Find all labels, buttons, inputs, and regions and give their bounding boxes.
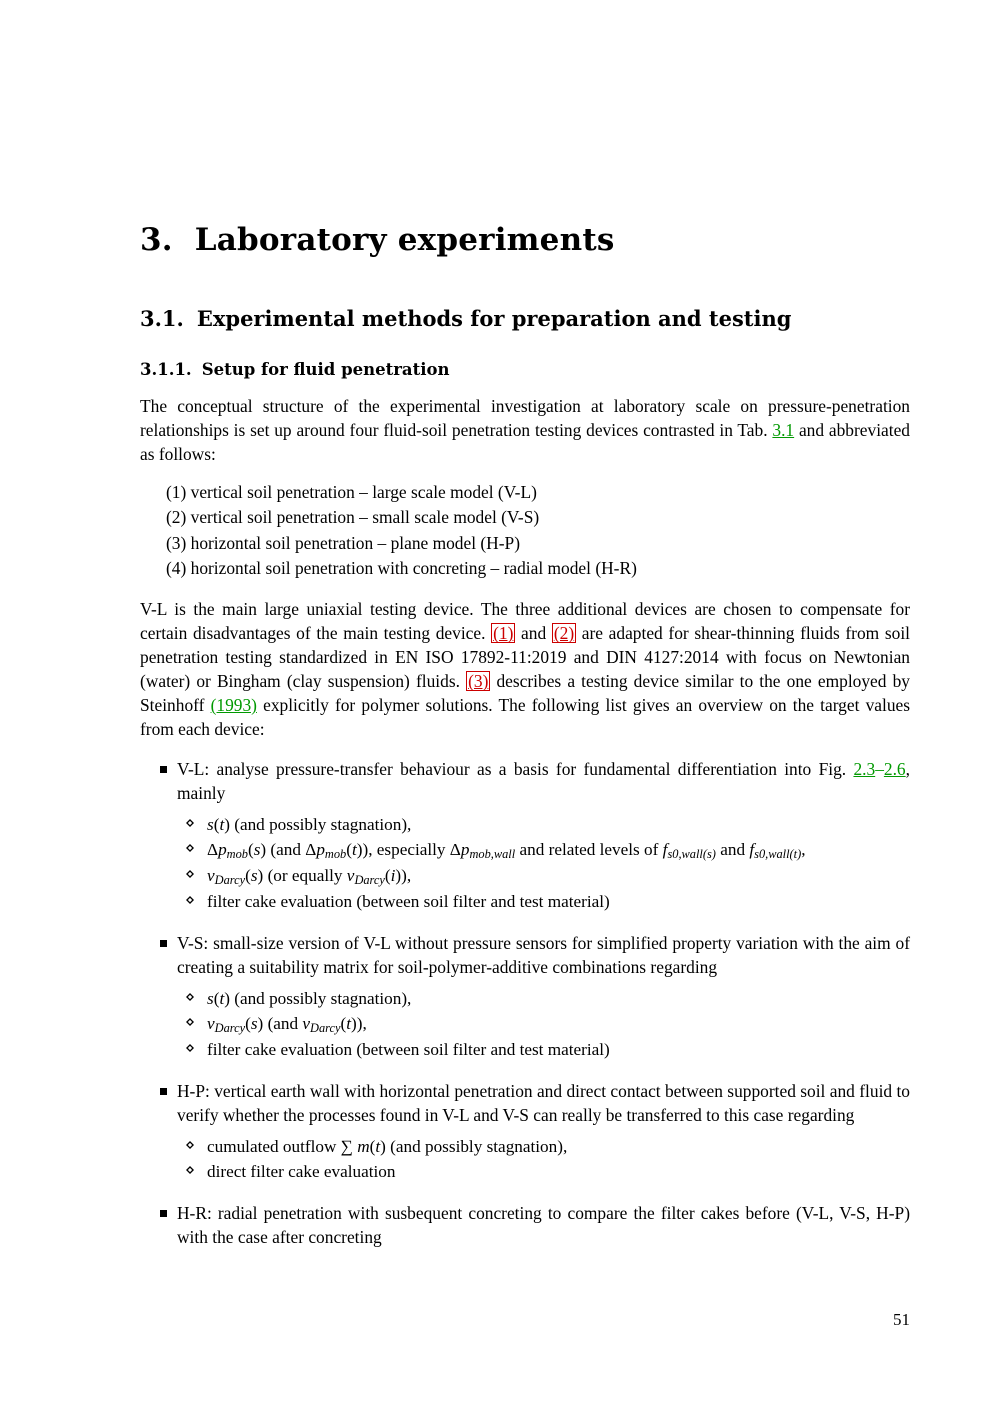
- vs-text: V-S: small-size version of V-L without pressure sensors for simplified property variation with the aim of creating a suitability matrix for soil-polymer-additive combinations regarding: [177, 933, 910, 978]
- sub-list-item: ⋄ direct filter cake evaluation: [177, 1160, 910, 1185]
- subsection-heading: [140, 360, 910, 381]
- list-item: (4) horizontal soil penetration with concreting – radial model (H-R): [166, 557, 637, 578]
- overview-text-1: V-L is the main large uniaxial testing device. The three additional devices are chosen to compensate for certain disadvantages of the main testing device.: [140, 599, 910, 644]
- subsection-number: 3.1.1.: [140, 360, 192, 380]
- overview-text-3: are adapted for shear-thinning fluids from soil penetration testing standardized in EN ISO 17892-11:2019 and DIN 4127:2014 with focus on Newtonian (water) or Bingham (clay suspension) fluids.: [140, 623, 910, 692]
- figure-reference-separator: –: [875, 759, 884, 780]
- vl-sub-list: [177, 813, 910, 915]
- overview-paragraph: [140, 597, 910, 741]
- list-item: (3) horizontal soil penetration – plane model (H-P): [166, 532, 520, 553]
- page-number: 51: [893, 1310, 910, 1329]
- vl-text-before: V-L: analyse pressure-transfer behaviour as a basis for fundamental differentiation into Fig.: [177, 759, 854, 780]
- device-reference-2-link[interactable]: (2): [553, 623, 575, 644]
- intro-text-part1: The conceptual structure of the experimental investigation at laboratory scale on pressure-penetration relationships is set up around four fluid-soil penetration testing devices contrasted in Tab.: [140, 396, 910, 441]
- list-item: (2) vertical soil penetration – small scale model (V-S): [166, 507, 540, 528]
- chapter-title-text: Laboratory experiments: [194, 222, 615, 258]
- vl-text-after: , mainly: [177, 759, 910, 804]
- section-heading: [140, 306, 910, 332]
- hr-text: H-R: radial penetration with susbequent concreting to compare the filter cakes before (V-L, V-S, H-P) with the case after concreting: [177, 1203, 910, 1248]
- section-title-text: Experimental methods for preparation and testing: [196, 306, 792, 332]
- intro-text-part2: and abbreviated as follows:: [140, 420, 910, 465]
- subsection-title-text: Setup for fluid penetration: [201, 360, 450, 380]
- hp-sub-list: [177, 1135, 910, 1185]
- vs-sub-list: [177, 987, 910, 1063]
- citation-link[interactable]: (1993): [210, 695, 257, 716]
- overview-text-5: explicitly for polymer solutions. The following list gives an overview on the target values from each device:: [140, 695, 911, 740]
- sub-list-item: ⋄ vDarcy(s) (and vDarcy(t)),: [177, 1012, 910, 1038]
- hp-text: H-P: vertical earth wall with horizontal penetration and direct contact between supported soil and fluid to verify whether the processes found in V-L and V-S can really be transferred to this case regarding: [177, 1081, 910, 1126]
- intro-paragraph: [140, 394, 910, 466]
- chapter-heading: [140, 222, 910, 259]
- sub-list-item: ⋄ filter cake evaluation (between soil filter and test material): [177, 890, 910, 915]
- device-reference-1-link[interactable]: (1): [493, 623, 514, 644]
- device-abbreviation-list: [140, 480, 910, 581]
- section-number: 3.1.: [140, 306, 184, 332]
- chapter-number: 3.: [140, 222, 173, 258]
- device-reference-3-link[interactable]: (3): [468, 671, 489, 692]
- list-item: (1) vertical soil penetration – large scale model (V-L): [166, 482, 537, 503]
- list-item-v-s: [140, 931, 910, 1063]
- sub-list-item: ⋄ s(t) (and possibly stagnation),: [177, 987, 910, 1012]
- sub-list-item: ⋄ vDarcy(s) (or equally vDarcy(i)),: [177, 864, 910, 890]
- sub-list-item: ⋄ s(t) (and possibly stagnation),: [177, 813, 910, 838]
- list-item-v-l: [140, 757, 910, 915]
- sub-list-item: ⋄ Δpmob(s) (and Δpmob(t)), especially Δpmob,wall and related levels of fs0,wall(s) and fs0,wall(t),: [177, 838, 910, 864]
- overview-text-2: and: [515, 623, 552, 644]
- list-item-h-r: [140, 1201, 910, 1249]
- figure-reference-b-link[interactable]: 2.6: [883, 759, 906, 780]
- sub-list-item: ⋄ cumulated outflow ∑ m(t) (and possibly stagnation),: [177, 1135, 910, 1160]
- list-item-h-p: [140, 1079, 910, 1185]
- table-reference-link[interactable]: 3.1: [772, 420, 795, 441]
- page-content: [140, 222, 910, 1249]
- device-target-values-list: [140, 757, 910, 1249]
- sub-list-item: ⋄ filter cake evaluation (between soil filter and test material): [177, 1038, 910, 1063]
- overview-text-4: describes a testing device similar to the one employed by Steinhoff: [140, 671, 910, 716]
- figure-reference-a-link[interactable]: 2.3: [853, 759, 876, 780]
